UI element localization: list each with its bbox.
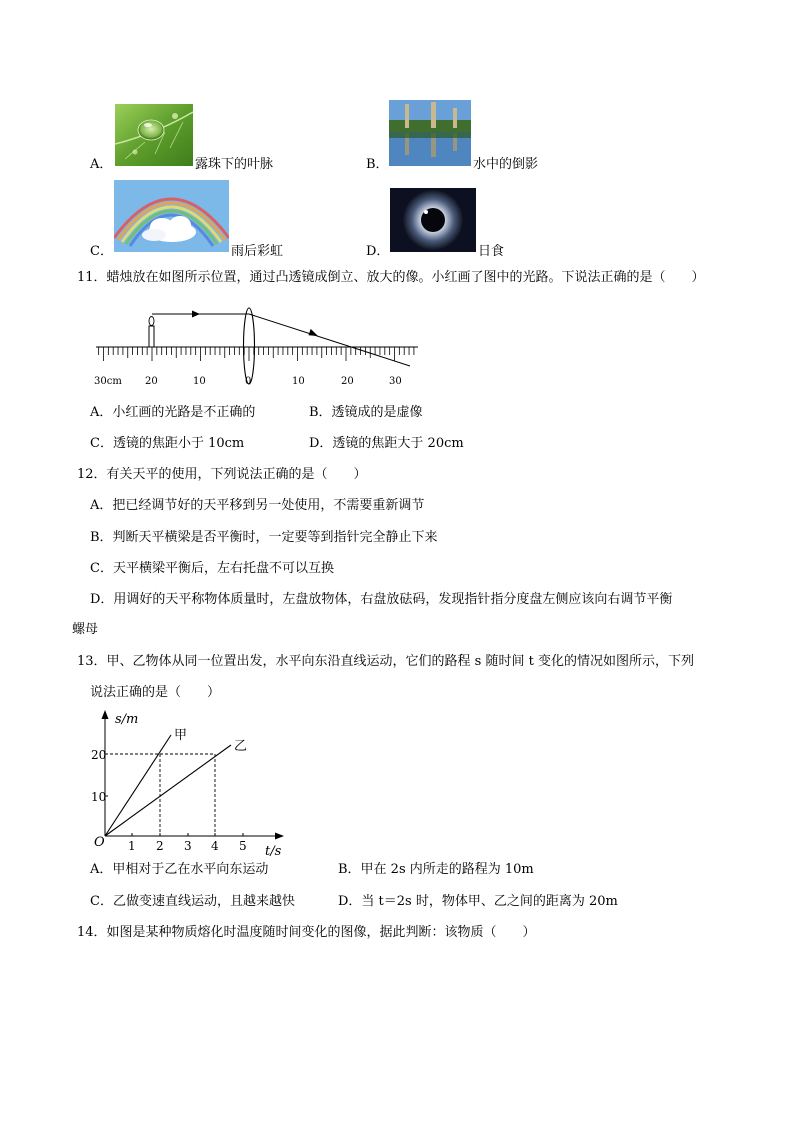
convex-lens [244, 308, 255, 384]
q13-option-a: A．甲相对于乙在水平向东运动 [90, 862, 269, 877]
x-tick-5: 5 [239, 839, 247, 853]
q11-option-d: D．透镜的焦距大于 20cm [309, 436, 464, 451]
reflection-image [389, 100, 471, 166]
line-jia-label: 甲 [174, 728, 188, 743]
ruler-label-10-right: 10 [292, 376, 305, 387]
y-axis-label: s/m [115, 712, 139, 727]
s-t-graph [88, 708, 298, 856]
ray-arrow-1 [192, 311, 200, 318]
solar-eclipse-image [390, 188, 476, 252]
q10-option-b-label: B． [366, 157, 389, 172]
q12-option-c: C．天平横梁平衡后，左右托盘不可以互换 [90, 561, 334, 576]
ruler-label-20-right: 20 [341, 376, 354, 387]
ruler-label-10-left: 10 [193, 376, 206, 387]
q11-option-a: A．小红画的光路是不正确的 [90, 405, 256, 420]
q10-option-c-label: C． [90, 244, 113, 259]
candle-shape [149, 326, 154, 347]
ray-arrow-2 [309, 329, 319, 336]
ruler-label-30cm-left: 30cm [94, 376, 122, 387]
lens-ruler-diagram [92, 300, 422, 392]
q13-option-d: D．当 t＝2s 时，物体甲、乙之间的距离为 20m [338, 894, 618, 909]
q13-stem-line2: 说法正确的是（ ） [90, 685, 221, 700]
light-ray-refracted [249, 314, 410, 366]
ruler-label-30-right: 30 [389, 376, 402, 387]
line-jia [105, 735, 171, 836]
q10-option-a-label: A． [90, 157, 113, 172]
q11-option-b: B．透镜成的是虚像 [309, 405, 423, 420]
q10-option-c-text: 雨后彩虹 [231, 244, 284, 259]
q10-option-a-text: 露珠下的叶脉 [195, 157, 274, 172]
q14-stem: 14．如图是某种物质熔化时温度随时间变化的图像，据此判断：该物质（ ） [77, 925, 536, 940]
q13-option-c: C．乙做变速直线运动，且越来越快 [90, 894, 295, 909]
dewdrop-leaf-image [115, 104, 193, 166]
x-axis-arrow [275, 833, 284, 840]
x-tick-4: 4 [211, 839, 219, 853]
q10-option-d-text: 日食 [478, 244, 505, 259]
y-axis-arrow [102, 710, 109, 719]
y-tick-10: 10 [91, 790, 107, 804]
q11-option-c: C．透镜的焦距小于 10cm [90, 436, 245, 451]
s-t-graph-svg [88, 708, 298, 856]
q12-option-a: A．把已经调节好的天平移到另一处使用，不需要重新调节 [90, 498, 425, 513]
q13-stem-line1: 13．甲、乙物体从同一位置出发，水平向东沿直线运动，它们的路程 s 随时间 t 变化的情况如图所示，下列 [77, 654, 694, 669]
ruler-label-0: 0 [245, 376, 252, 387]
ruler-label-20-left: 20 [145, 376, 158, 387]
q12-stem: 12．有关天平的使用，下列说法正确的是（ ） [77, 467, 367, 482]
q10-option-b-text: 水中的倒影 [473, 157, 539, 172]
x-tick-3: 3 [184, 839, 192, 853]
lens-ruler-svg [92, 300, 422, 392]
q13-option-b: B．甲在 2s 内所走的路程为 10m [338, 862, 534, 877]
q12-option-d-line2: 螺母 [72, 622, 99, 637]
origin-label: O [94, 835, 105, 850]
y-tick-20: 20 [91, 748, 107, 762]
rainbow-image [114, 180, 229, 252]
q12-option-b: B．判断天平横梁是否平衡时，一定要等到指针完全静止下来 [90, 530, 438, 545]
x-axis-label: t/s [265, 844, 282, 856]
q11-stem: 11．蜡烛放在如图所示位置，通过凸透镜成倒立、放大的像。小红画了图中的光路。下说法正确的是（ ） [77, 270, 705, 285]
x-tick-1: 1 [128, 839, 136, 853]
candle-flame [149, 317, 154, 326]
line-yi-label: 乙 [234, 739, 248, 754]
q10-option-d-label: D． [366, 244, 390, 259]
q12-option-d-line1: D．用调好的天平称物体质量时，左盘放物体，右盘放砝码，发现指针指分度盘左侧应该向右调节平衡 [90, 592, 673, 607]
line-yi [105, 745, 231, 836]
x-tick-2: 2 [156, 839, 164, 853]
